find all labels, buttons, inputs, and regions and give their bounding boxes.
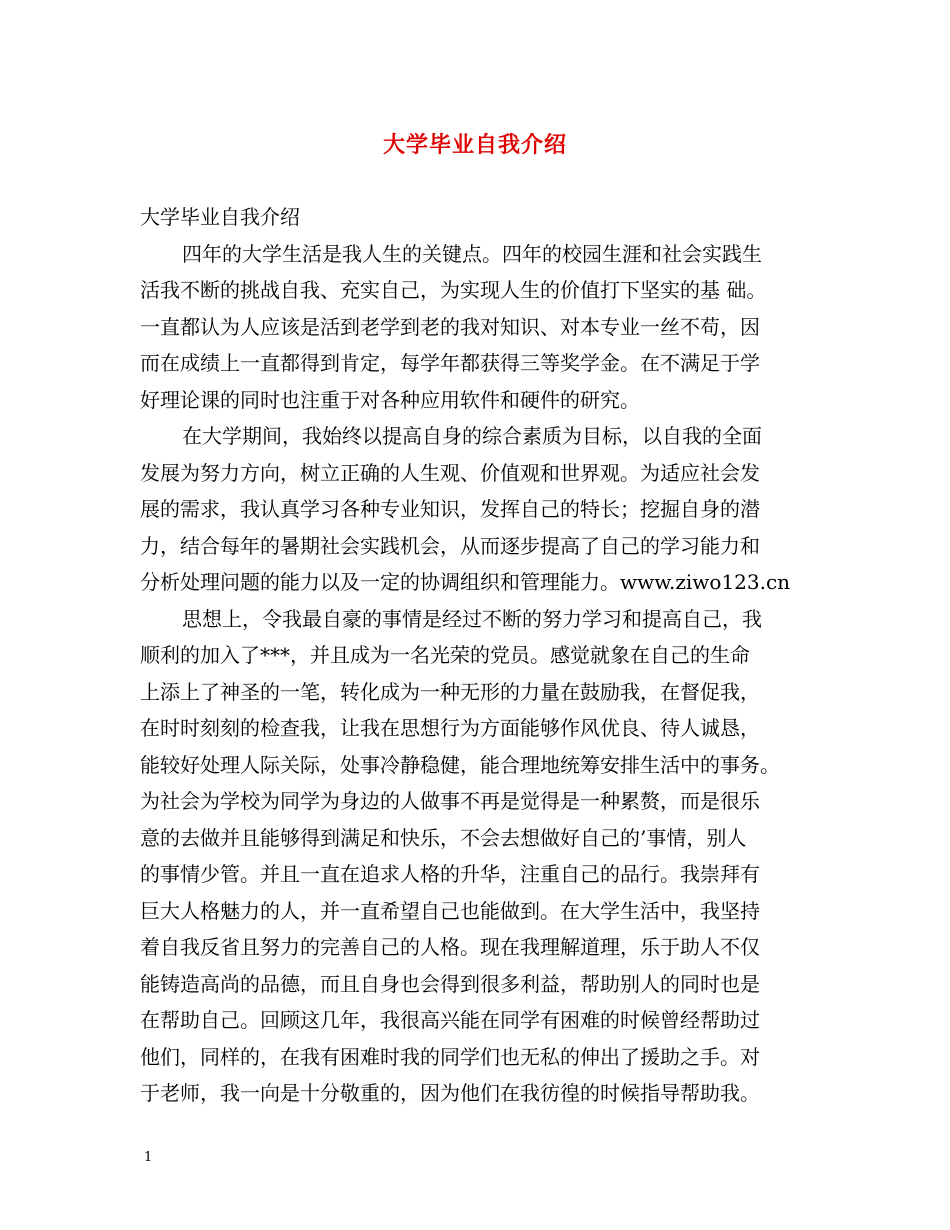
text-line: 着自我反省且努力的完善自己的人格。现在我理解道理，乐于助人不仅	[140, 935, 760, 959]
text-line: 能较好处理人际关际，处事冷静稳健，能合理地统筹安排生活中的事务。	[140, 752, 780, 777]
text-line: 在帮助自己。回顾这几年，我很高兴能在同学有困难的时候曾经帮助过	[140, 1008, 760, 1032]
text-line: 在大学期间，我始终以提高自身的综合素质为目标，以自我的全面	[182, 424, 762, 448]
text-line: 意的去做并且能够得到满足和快乐，不会去想做好自己的’事情，别人	[140, 825, 747, 850]
text-line: 四年的大学生活是我人生的关键点。四年的校园生涯和社会实践生	[182, 241, 762, 266]
text-line: 一直都认为人应该是活到老学到老的我对知识、对本专业一丝不苟，因	[140, 314, 760, 339]
page-number: 1	[144, 1150, 153, 1165]
document-title: 大学毕业自我介绍	[382, 132, 567, 158]
text-line: 力，结合每年的暑期社会实践机会，从而逐步提高了自己的学习能力和	[140, 533, 760, 558]
text-line: 顺利的加入了***，并且成为一名光荣的党员。感觉就象在自己的生命	[140, 643, 750, 667]
text-line: 分析处理问题的能力以及一定的协调组织和管理能力。www.ziwo123.cn	[140, 570, 791, 594]
text-line: 发展为努力方向，树立正确的人生观、价值观和世界观。为适应社会发	[140, 460, 760, 485]
text-line: 于老师，我一向是十分敬重的，因为他们在我彷徨的时候指导帮助我。	[140, 1081, 760, 1105]
text-line: 上添上了神圣的一笔，转化成为一种无形的力量在鼓励我，在督促我，	[140, 679, 760, 704]
text-line: 的事情少管。并且一直在追求人格的升华，注重自己的品行。我崇拜有	[140, 862, 760, 886]
text-line: 活我不断的挑战自我、充实自己，为实现人生的价值打下坚实的基 础。	[140, 278, 767, 302]
text-line: 大学毕业自我介绍	[140, 205, 300, 229]
text-line: 他们，同样的，在我有困难时我的同学们也无私的伸出了援助之手。对	[140, 1044, 760, 1069]
document-body	[140, 199, 830, 1112]
text-line: 展的需求，我认真学习各种专业知识，发挥自己的特长；挖掘自身的潜	[140, 497, 760, 521]
text-line: 为社会为学校为同学为身边的人做事不再是觉得是一种累赘，而是很乐	[140, 789, 760, 813]
text-line: 在时时刻刻的检查我，让我在思想行为方面能够作风优良、待人诚恳，	[140, 716, 760, 740]
text-line: 巨大人格魅力的人，并一直希望自己也能做到。在大学生活中，我坚持	[140, 898, 760, 923]
text-line: 能铸造高尚的品德，而且自身也会得到很多利益，帮助别人的同时也是	[140, 971, 760, 996]
text-line: 而在成绩上一直都得到肯定，每学年都获得三等奖学金。在不满足于学	[140, 351, 760, 375]
text-line: 思想上，令我最自豪的事情是经过不断的努力学习和提高自己，我	[182, 606, 762, 631]
text-line: 好理论课的同时也注重于对各种应用软件和硬件的研究。	[140, 387, 640, 412]
